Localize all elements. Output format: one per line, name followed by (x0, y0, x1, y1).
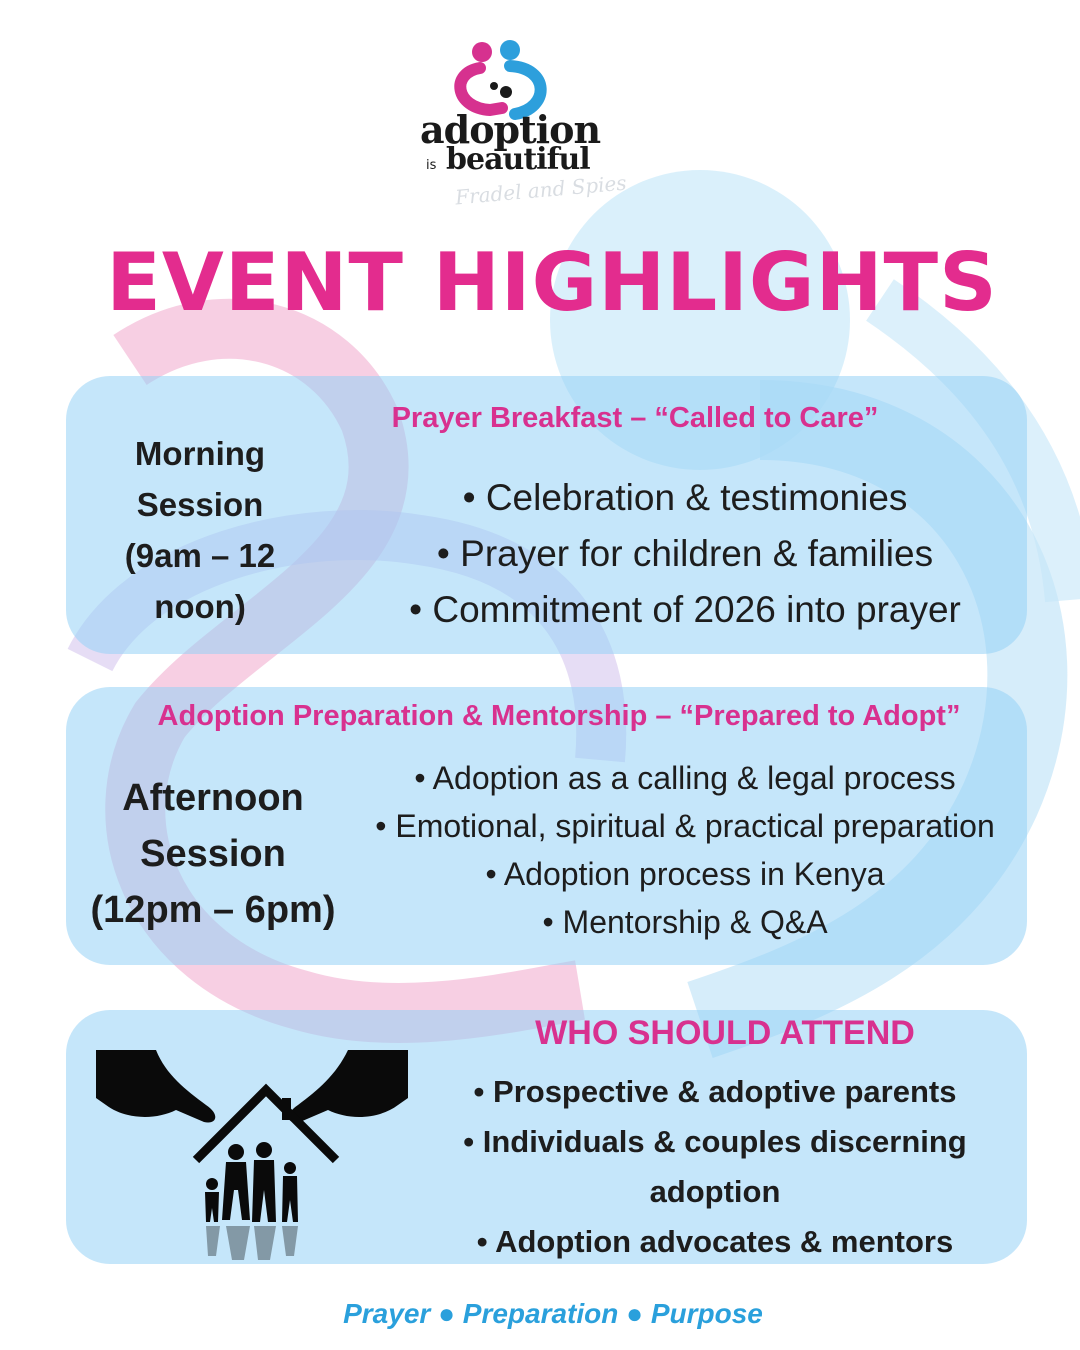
list-item: • Mentorship & Q&A (345, 898, 1025, 946)
morning-items-list (370, 470, 1000, 638)
afternoon-session-label: Afternoon Session (12pm – 6pm) (90, 777, 336, 931)
afternoon-items-list (345, 754, 1025, 946)
list-item: • Prayer for children & families (370, 526, 1000, 582)
list-item: • Commitment of 2026 into prayer (370, 582, 1000, 638)
list-item: • Adoption as a calling & legal process (345, 754, 1025, 802)
who-should-attend-heading: WHO SHOULD ATTEND (535, 1014, 915, 1052)
logo-wordmark-is: is (426, 158, 437, 173)
logo-watermark: Fradel and Spies (454, 170, 628, 210)
logo-wordmark-adoption: adoption (420, 107, 601, 152)
list-item: • Adoption process in Kenya (345, 850, 1025, 898)
page-title: EVENT HIGHLIGHTS (106, 236, 998, 329)
family-under-roof-hands-icon (96, 1050, 408, 1260)
list-item: • Individuals & couples discerning adoption (440, 1117, 990, 1217)
morning-session-label: Morning Session (9am – 12 noon) (124, 435, 276, 625)
attend-items-list (440, 1067, 990, 1267)
list-item: • Emotional, spiritual & practical preparation (345, 802, 1025, 850)
list-item: • Celebration & testimonies (370, 470, 1000, 526)
afternoon-session-heading: Adoption Preparation & Mentorship – “Prepared to Adopt” (157, 700, 961, 732)
morning-session-heading: Prayer Breakfast – “Called to Care” (391, 402, 879, 434)
tagline: Prayer ● Preparation ● Purpose (343, 1298, 763, 1329)
logo-wordmark-beautiful: beautiful (446, 142, 590, 177)
list-item: • Adoption advocates & mentors (440, 1217, 990, 1267)
list-item: • Prospective & adoptive parents (440, 1067, 990, 1117)
